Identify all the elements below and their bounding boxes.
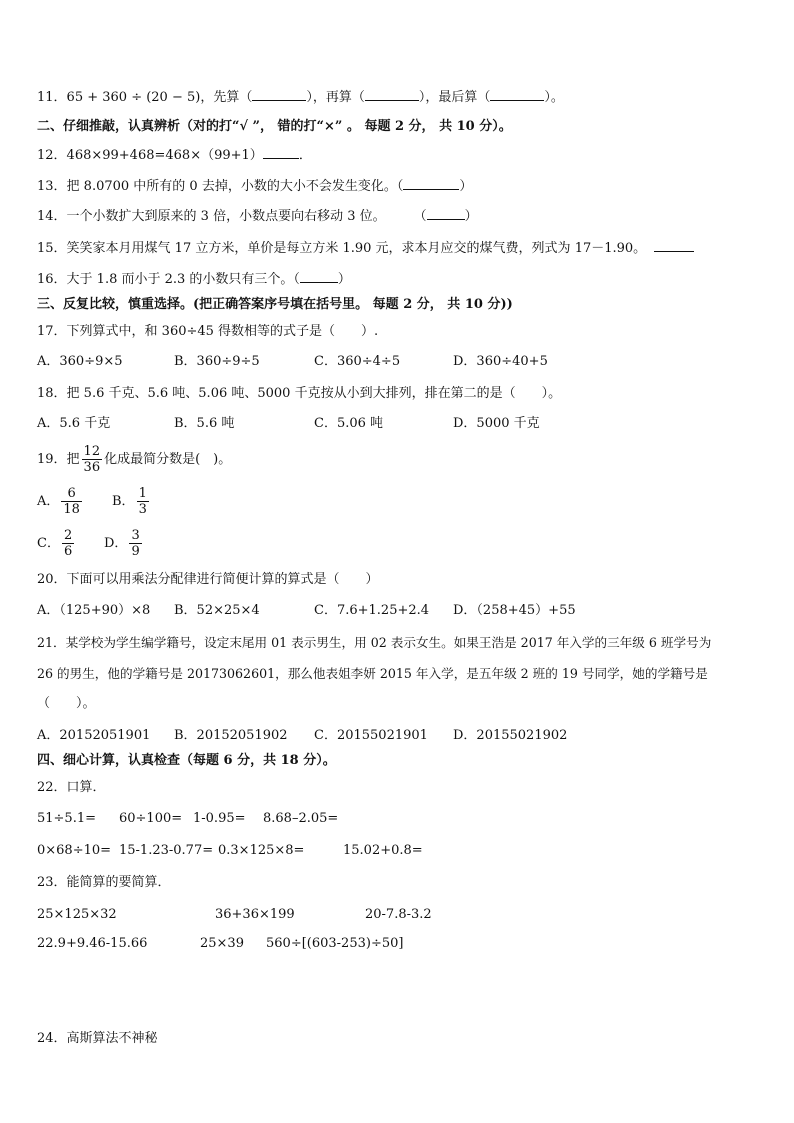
calc-item: 560÷[(603-253)÷50] — [266, 936, 404, 951]
oral-calc-item: 8.68–2.05= — [263, 811, 339, 826]
q21-option-c[interactable]: C．20155021901 — [314, 728, 428, 743]
q17-option-d[interactable]: D．360÷40+5 — [453, 354, 548, 369]
question-23: 23．能简算的要简算． — [37, 875, 171, 890]
question-15: 15．笑笑家本月用煤气 17 立方米，单价是每立方米 1.90 元，求本月应交的煤气费，列式为 17－1.90。 — [37, 239, 694, 258]
oral-calc-item: 0.3×125×8= — [218, 843, 305, 858]
calc-item: 36+36×199 — [215, 907, 295, 922]
answer-blank[interactable] — [427, 207, 465, 220]
calc-item: 25×39 — [200, 936, 244, 951]
q19-option-c[interactable]: C． $\frac{2}{6}$ — [37, 528, 73, 559]
answer-blank[interactable] — [263, 146, 299, 159]
question-16: 16．大于 1.8 而小于 2.3 的小数只有三个。（ ） — [37, 272, 351, 287]
section-2-title: 二、仔细推敲，认真辨析（对的打“√ ”， 错的打“×” 。 每题 2 分， 共 10 分）。 — [37, 119, 512, 134]
q20-option-d[interactable]: D．（258+45）+55 — [453, 603, 576, 618]
question-21-line-2: 26 的男生，他的学籍号是 20173062601，那么他表姐李妍 2015 年入学，是五年级 2 班的 19 号同学，她的学籍号是 — [37, 666, 708, 681]
question-12: 12．468×99+468=468×（99+1） ． — [37, 148, 312, 163]
fraction: $\frac{3}{9}$ — [131, 528, 140, 559]
q21-option-a[interactable]: A．20152051901 — [37, 728, 151, 743]
q18-option-a[interactable]: A．5.6 千克 — [37, 416, 111, 431]
oral-calc-item: 15-1.23-0.77= — [119, 843, 214, 858]
question-20: 20．下面可以用乘法分配律进行简便计算的算式是（ ） — [37, 572, 379, 587]
q11-expression: 65 + 360 ÷ (20 − 5) — [66, 90, 201, 105]
q19-option-d[interactable]: D． $\frac{3}{9}$ — [104, 528, 140, 559]
answer-blank[interactable] — [252, 88, 306, 101]
question-13: 13．把 8.0700 中所有的 0 去掉，小数的大小不会发生变化。（ ） — [37, 179, 473, 194]
section-3-title: 三、反复比较，慎重选择。(把正确答案序号填在括号里。 每题 2 分， 共 10 分)) — [37, 297, 513, 312]
oral-calc-item: 51÷5.1= — [37, 811, 97, 826]
answer-blank[interactable] — [403, 177, 459, 190]
oral-calc-item: 60÷100= — [119, 811, 183, 826]
calc-item: 25×125×32 — [37, 907, 117, 922]
question-21-line-1: 21．某学校为学生编学籍号，设定末尾用 01 表示男生，用 02 表示女生。如果王浩是 2017 年入学的三年级 6 班学号为 — [37, 635, 712, 650]
q17-option-a[interactable]: A．360÷9×5 — [37, 354, 123, 369]
question-22: 22．口算． — [37, 780, 106, 795]
question-18: 18．把 5.6 千克、5.6 吨、5.06 吨、5000 千克按从小到大排列，排在第二的是（ ）。 — [37, 386, 562, 401]
q18-option-d[interactable]: D．5000 千克 — [453, 416, 540, 431]
q17-option-c[interactable]: C．360÷4÷5 — [314, 354, 401, 369]
section-4-title: 四、细心计算，认真检查（每题 6 分，共 18 分）。 — [37, 753, 336, 768]
fraction: $\frac{6}{18}$ — [63, 486, 80, 517]
q21-option-d[interactable]: D．20155021902 — [453, 728, 568, 743]
oral-calc-item: 15.02+0.8= — [343, 843, 423, 858]
answer-blank[interactable] — [490, 88, 544, 101]
fraction: $\frac{2}{6}$ — [63, 528, 73, 559]
answer-blank[interactable] — [365, 88, 419, 101]
q19-option-a[interactable]: A． $\frac{6}{18}$ — [37, 486, 80, 517]
q18-option-b[interactable]: B．5.6 吨 — [174, 416, 235, 431]
q21-option-b[interactable]: B．20152051902 — [174, 728, 288, 743]
question-19: 19．把 $\frac{12}{36}$ 化成最简分数是( )。 — [37, 444, 232, 475]
answer-blank[interactable] — [300, 270, 338, 283]
q20-option-a[interactable]: A．（125+90）×8 — [37, 603, 151, 618]
q20-option-c[interactable]: C．7.6+1.25+2.4 — [314, 603, 430, 618]
question-24: 24．高斯算法不神秘 — [37, 1031, 158, 1046]
calc-item: 22.9+9.46-15.66 — [37, 936, 148, 951]
q17-option-b[interactable]: B．360÷9÷5 — [174, 354, 260, 369]
question-17: 17．下列算式中，和 360÷45 得数相等的式子是（ ）. — [37, 324, 379, 339]
oral-calc-item: 0×68÷10= — [37, 843, 112, 858]
q19-option-b[interactable]: B． $\frac{1}{3}$ — [112, 486, 147, 517]
oral-calc-item: 1-0.95= — [193, 811, 246, 826]
fraction: $\frac{1}{3}$ — [138, 486, 147, 517]
question-21-line-3: （ ）。 — [37, 696, 96, 711]
question-14: 14．一个小数扩大到原来的 3 倍，小数点要向右移动 3 位。 （ ） — [37, 209, 478, 224]
question-11: 11．65 + 360 ÷ (20 − 5)，先算（ ），再算（ ），最后算（ ）。 — [37, 90, 564, 105]
fraction: $\frac{12}{36}$ — [83, 444, 101, 475]
calc-item: 20-7.8-3.2 — [365, 907, 432, 922]
q18-option-c[interactable]: C．5.06 吨 — [314, 416, 384, 431]
q20-option-b[interactable]: B．52×25×4 — [174, 603, 260, 618]
answer-blank[interactable] — [654, 239, 694, 252]
